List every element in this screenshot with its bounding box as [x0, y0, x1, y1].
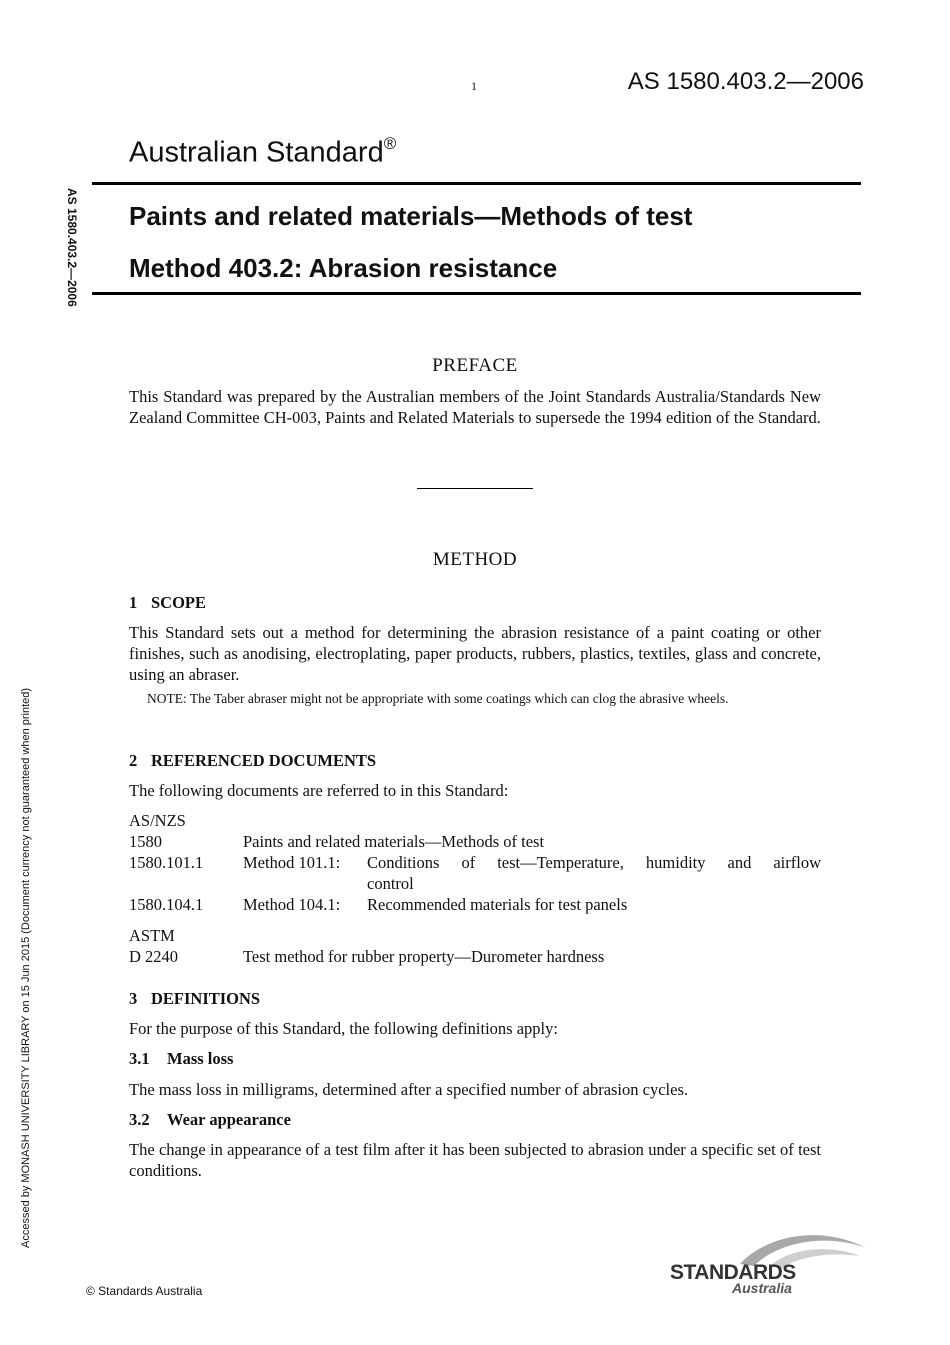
reference-description: Recommended materials for test panels: [367, 895, 628, 914]
method-heading: METHOD: [432, 549, 518, 570]
references-intro: The following documents are referred to in this Standard:: [129, 781, 509, 800]
reference-title: Paints and related materials—Methods of test: [243, 832, 545, 851]
reference-method: Method 104.1:: [243, 895, 341, 914]
references-title: REFERENCED DOCUMENTS: [151, 751, 377, 770]
definition-number: 3.1: [129, 1049, 150, 1068]
registered-mark: ®: [383, 134, 397, 153]
preface-text: This Standard was prepared by the Australian members of the Joint Standards Australia/Standards New Zealand Committee CH-003, Paints and Related Materials to supersede the 1994 edition of the Standard.: [129, 387, 821, 427]
title-line-1: Paints and related materials—Methods of test: [129, 201, 693, 231]
standard-label-text: Australian Standard: [129, 136, 384, 169]
reference-method: Method 101.1:: [243, 853, 341, 872]
title-line-2: Method 403.2: Abrasion resistance: [129, 253, 558, 283]
definition-title: Wear appearance: [167, 1110, 291, 1129]
section-divider: [417, 488, 533, 489]
references-number: 2: [129, 751, 138, 770]
reference-description: Conditions of test—Temperature, humidity and airflow: [367, 853, 821, 872]
reference-group-asnzs: AS/NZS: [129, 811, 186, 830]
reference-id: 1580.101.1: [129, 853, 204, 872]
definitions-number: 3: [129, 989, 138, 1008]
side-access-notice: Accessed by MONASH UNIVERSITY LIBRARY on 15 Jun 2015 (Document currency not guaranteed when printed): [20, 687, 32, 1248]
standard-label: [129, 136, 396, 170]
reference-id: D 2240: [129, 947, 179, 966]
copyright-notice: © Standards Australia: [86, 1284, 203, 1298]
scope-heading: [129, 593, 206, 613]
definition-mass-loss-text: The mass loss in milligrams, determined after a specified number of abrasion cycles.: [129, 1080, 688, 1099]
scope-title: SCOPE: [151, 593, 207, 612]
references-heading: [129, 751, 376, 771]
definition-number: 3.2: [129, 1110, 150, 1129]
definitions-title: DEFINITIONS: [151, 989, 261, 1008]
document-code: AS 1580.403.2—2006: [627, 68, 864, 95]
definition-wear-appearance-heading: [129, 1110, 291, 1130]
scope-note: NOTE: The Taber abraser might not be appropriate with some coatings which can clog the abrasive wheels.: [147, 691, 729, 706]
logo-wordmark: STANDARDS: [670, 1261, 796, 1284]
definitions-intro: For the purpose of this Standard, the following definitions apply:: [129, 1019, 558, 1038]
definitions-heading: [129, 989, 260, 1009]
reference-id: 1580.104.1: [129, 895, 204, 914]
standards-australia-logo: [670, 1226, 870, 1298]
scope-number: 1: [129, 593, 138, 612]
side-document-code: AS 1580.403.2—2006: [65, 188, 79, 307]
reference-id: 1580: [129, 832, 162, 851]
reference-title: Test method for rubber property—Durometer hardness: [243, 947, 605, 966]
preface-heading: PREFACE: [432, 355, 518, 376]
definition-wear-appearance-text: The change in appearance of a test film after it has been subjected to abrasion under a specific set of test conditions.: [129, 1140, 821, 1180]
title-rule-top: [92, 182, 861, 185]
definition-mass-loss-heading: [129, 1049, 233, 1069]
reference-description-continued: control: [367, 874, 414, 893]
definition-title: Mass loss: [167, 1049, 234, 1068]
reference-group-astm: ASTM: [129, 926, 175, 945]
page-number: 1: [471, 79, 477, 93]
scope-text: This Standard sets out a method for determining the abrasion resistance of a paint coating or other finishes, such as anodising, electroplating, paper products, rubbers, plastics, textiles, glass and concrete, using an abraser.: [129, 623, 821, 684]
title-rule-bottom: [92, 292, 861, 295]
logo-subtitle: Australia: [732, 1280, 792, 1296]
